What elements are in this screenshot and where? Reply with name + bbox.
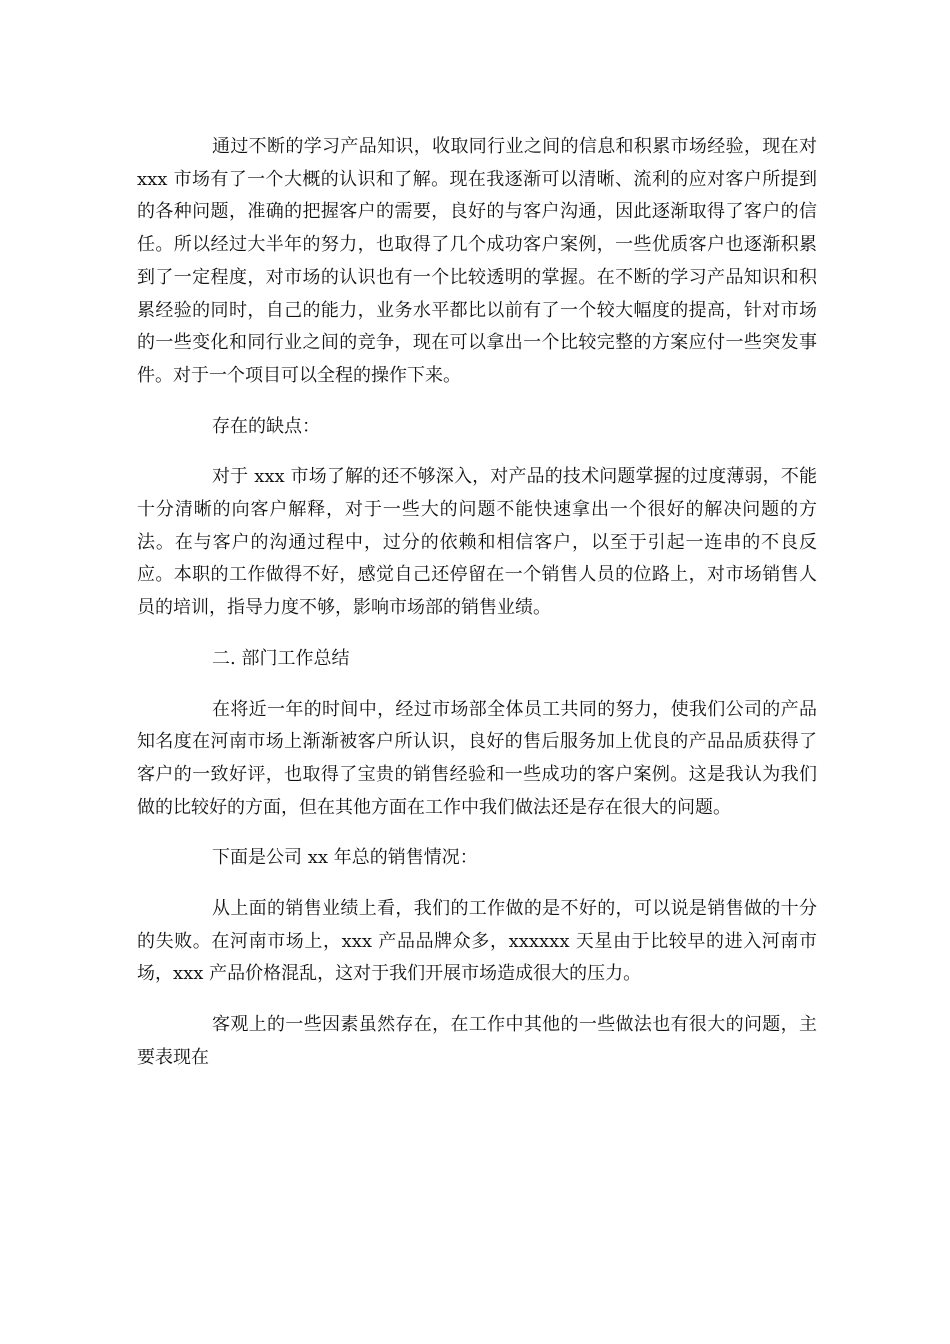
paragraph-shortcomings: 对于 xxx 市场了解的还不够深入，对产品的技术问题掌握的过度薄弱，不能十分清晰的向客户解释，对于一些大的问题不能快速拿出一个很好的解决问题的方法。在与客户的沟通过程中，过分的依赖和相信客户，以至于引起一连串的不良反应。本职的工作做得不好，感觉自己还停留在一个销售人员的位路上，对市场销售人员的培训，指导力度不够，影响市场部的销售业绩。	[137, 466, 817, 619]
heading-shortcomings: 存在的缺点：	[212, 415, 320, 437]
paragraph-achievements: 通过不断的学习产品知识，收取同行业之间的信息和积累市场经验，现在对 xxx 市场有了一个大概的认识和了解。现在我逐渐可以清晰、流利的应对客户所提到的各种问题，准确的把握客户的需要，良好的与客户沟通，因此逐渐取得了客户的信任。所以经过大半年的努力，也取得了几个成功客户案例，一些优质客户也逐渐积累到了一定程度，对市场的认识也有一个比较透明的掌握。在不断的学习产品知识和积累经验的同时，自己的能力，业务水平都比以前有了一个较大幅度的提高，针对市场的一些变化和同行业之间的竞争，现在可以拿出一个比较完整的方案应付一些突发事件。对于一个项目可以全程的操作下来。	[137, 136, 817, 386]
paragraph-problems-intro: 客观上的一些因素虽然存在，在工作中其他的一些做法也有很大的问题，主要表现在	[137, 1014, 817, 1068]
heading-sales-situation: 下面是公司 xx 年总的销售情况：	[212, 847, 478, 869]
document-body	[137, 131, 817, 1093]
paragraph-sales-analysis: 从上面的销售业绩上看，我们的工作做的是不好的，可以说是销售做的十分的失败。在河南市场上，xxx 产品品牌众多，xxxxxx 天星由于比较早的进入河南市场，xxx 产品价格混乱，这对于我们开展市场造成很大的压力。	[137, 898, 817, 985]
heading-department-summary: 二. 部门工作总结	[212, 647, 350, 669]
paragraph-department-summary: 在将近一年的时间中，经过市场部全体员工共同的努力，使我们公司的产品知名度在河南市场上渐渐被客户所认识，良好的售后服务加上优良的产品品质获得了客户的一致好评，也取得了宝贵的销售经验和一些成功的客户案例。这是我认为我们做的比较好的方面，但在其他方面在工作中我们做法还是存在很大的问题。	[137, 698, 817, 818]
